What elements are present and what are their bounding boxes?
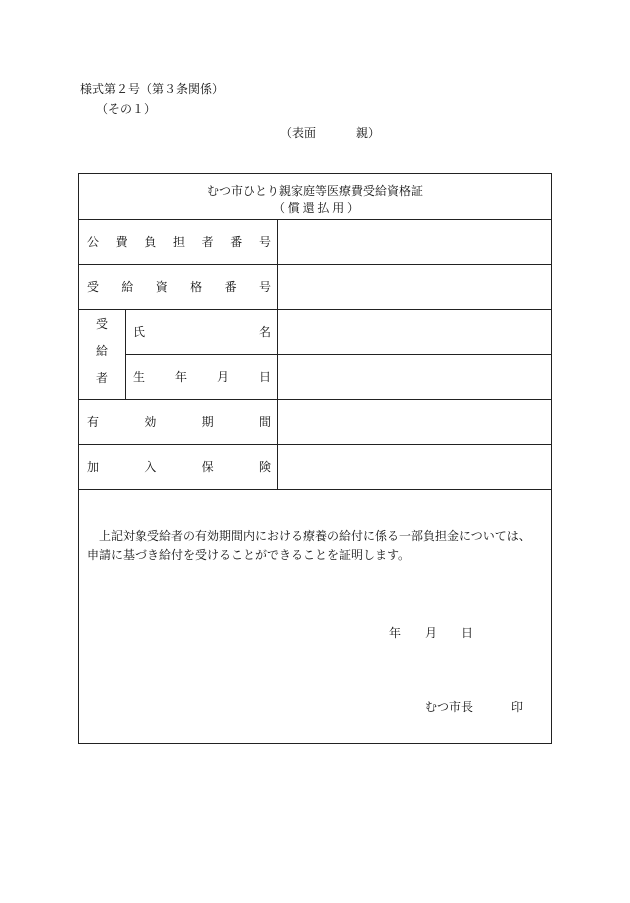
label-char: 有 (87, 415, 100, 429)
divider (79, 489, 551, 490)
label-valid-period (87, 399, 271, 444)
label-char: 効 (144, 415, 157, 429)
label-char: 費 (115, 235, 128, 249)
label-char: 受 (95, 317, 108, 331)
subtitle-char-4: 用 (332, 200, 345, 215)
form-subnumber: （その１） (96, 102, 157, 116)
label-char: 負 (144, 235, 157, 249)
label-char: 格 (190, 280, 203, 294)
label-char: 氏 (133, 325, 146, 339)
label-char: 年 (174, 370, 187, 384)
issuer-name: むつ市長 (425, 700, 474, 714)
label-char: 番 (224, 280, 237, 294)
label-char: 公 (87, 235, 100, 249)
label-char: 号 (258, 280, 271, 294)
side-label-open: （表面 (280, 126, 317, 140)
label-char: 受 (87, 280, 100, 294)
side-label-close: 親） (355, 126, 380, 140)
label-recipient-group (79, 314, 125, 395)
column-divider (277, 219, 278, 489)
label-char: 加 (87, 460, 100, 474)
label-payer-number (87, 219, 271, 264)
subtitle-char-3: 払 (317, 200, 330, 215)
certificate-card (78, 173, 552, 744)
label-char: 給 (121, 280, 134, 294)
label-char: 入 (144, 460, 157, 474)
label-char: 資 (155, 280, 168, 294)
label-char: 期 (201, 415, 214, 429)
column-divider (125, 309, 126, 399)
label-char: 号 (258, 235, 271, 249)
form-number: 様式第２号（第３条関係） (80, 82, 225, 96)
label-char: 者 (201, 235, 214, 249)
label-char: 生 (133, 370, 146, 384)
subtitle-open-paren: （ (273, 200, 286, 215)
side-label (280, 124, 380, 141)
label-char: 者 (95, 371, 108, 385)
card-subtitle (273, 199, 359, 215)
label-char: 間 (258, 415, 271, 429)
date-day: 日 (460, 626, 473, 640)
certification-line-1: 上記対象受給者の有効期間内における療養の給付に係る一部負担金については、 (99, 529, 531, 543)
subtitle-char-1: 償 (287, 200, 300, 215)
label-birthdate (133, 354, 271, 399)
label-char: 険 (258, 460, 271, 474)
date-year: 年 (389, 626, 402, 640)
label-char: 日 (258, 370, 271, 384)
issuer-line (425, 698, 523, 715)
date-month: 月 (424, 626, 437, 640)
label-char: 番 (230, 235, 243, 249)
certification-line-2: 申請に基づき給付を受けることができることを証明します。 (87, 548, 411, 562)
certification-text (87, 527, 547, 565)
label-char: 月 (216, 370, 229, 384)
subtitle-close-paren: ） (346, 200, 359, 215)
label-name (133, 309, 271, 354)
label-insurance (87, 444, 271, 489)
label-char: 給 (95, 344, 108, 358)
label-char: 保 (201, 460, 214, 474)
label-char: 名 (258, 325, 271, 339)
card-title: むつ市ひとり親家庭等医療費受給資格証 (206, 184, 423, 198)
issue-date (389, 624, 473, 641)
seal-mark: 印 (510, 700, 523, 714)
label-recipient-number (87, 264, 271, 309)
subtitle-char-2: 還 (302, 200, 315, 215)
label-char: 担 (172, 235, 185, 249)
